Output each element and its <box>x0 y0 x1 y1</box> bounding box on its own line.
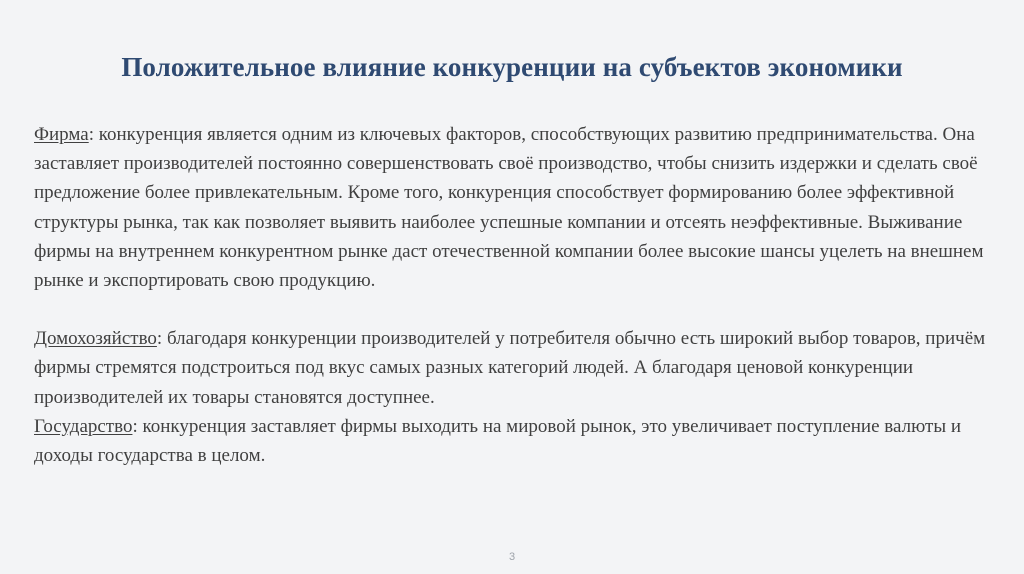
paragraph-household-text: : благодаря конкуренции производителей у потребителя обычно есть широкий выбор товаров, причём фирмы стремятся подстроиться под вкус самых разных категорий людей. А благодаря ценовой конкуренции производителей их товары становятся доступнее. <box>34 328 986 408</box>
term-firm: Фирма <box>34 124 89 145</box>
slide-content <box>34 120 996 470</box>
paragraph-firm <box>34 120 996 295</box>
paragraph-state <box>34 412 996 470</box>
term-household: Домохозяйство <box>34 328 157 350</box>
term-state: Государство <box>34 415 133 437</box>
page-number: 3 <box>508 551 516 563</box>
paragraph-household <box>34 324 996 412</box>
paragraph-firm-text: : конкуренция является одним из ключевых факторов, способствующих развитию предпринимательства. Она заставляет производителей постоянно совершенствовать своё производство, чтобы снизить издержки и сделать своё предложение более привлекательным. Кроме того, конкуренция способствует формированию более эффективной структуры рынка, так как позволяет выявить наиболее успешные компании и отсеять неэффективные. Выживание фирмы на внутреннем конкурентном рынке даст отечественной компании более высокие шансы уцелеть на внешнем рынке и экспортировать свою продукцию. <box>34 124 984 292</box>
slide-title: Положительное влияние конкуренции на субъектов экономики <box>121 52 903 82</box>
paragraph-state-text: : конкуренция заставляет фирмы выходить на мировой рынок, это увеличивает поступление валюты и доходы государства в целом. <box>34 415 962 467</box>
